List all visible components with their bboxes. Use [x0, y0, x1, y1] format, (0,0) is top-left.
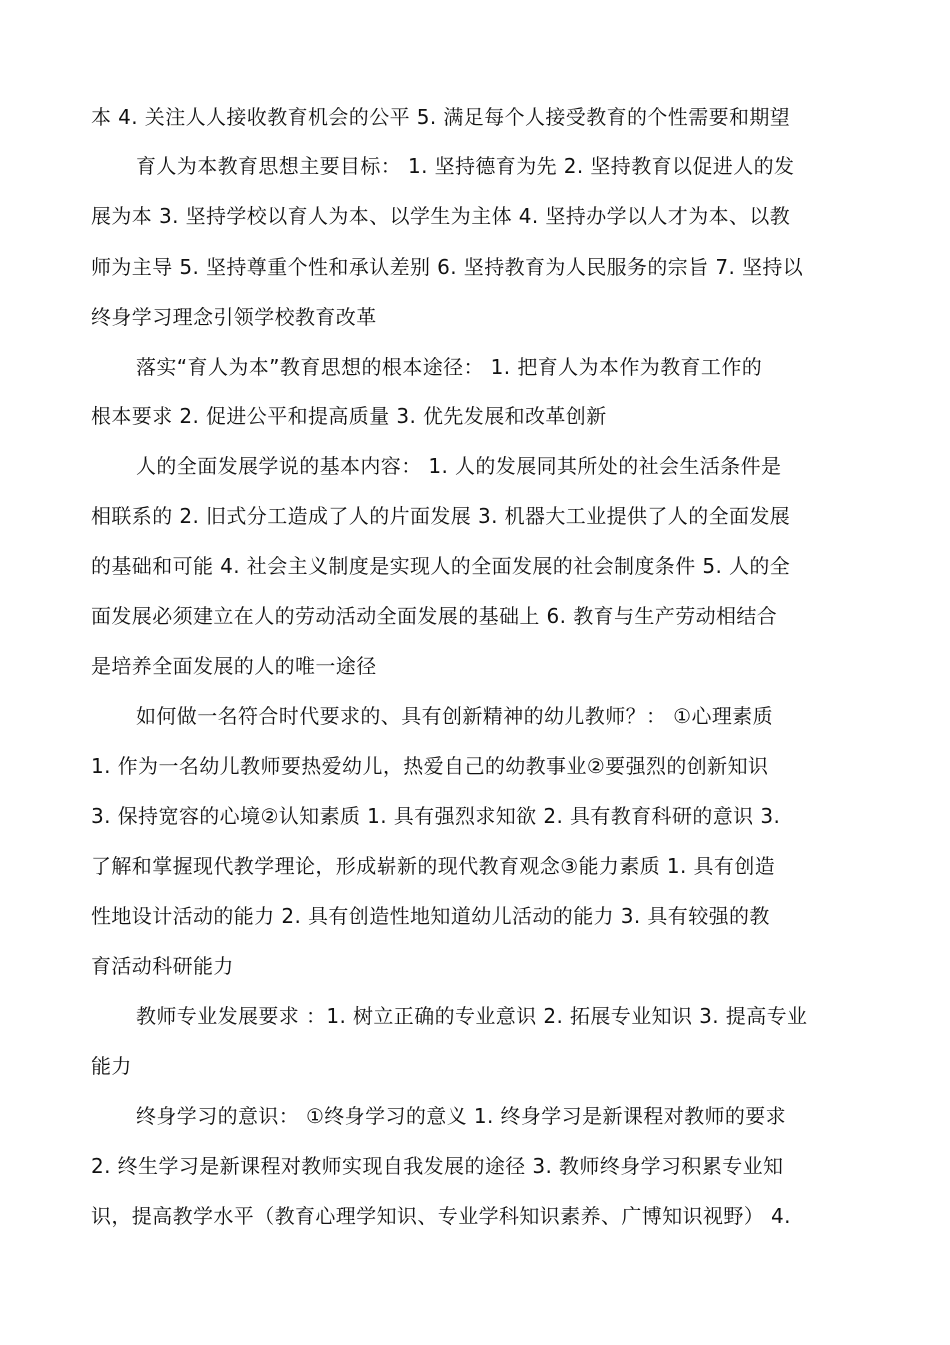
text-line: 育人为本教育思想主要目标： 1. 坚持德育为先 2. 坚持教育以促进人的发: [136, 154, 795, 178]
text-line: 终身学习理念引领学校教育改革: [91, 305, 377, 329]
text-line: 人的全面发展学说的基本内容： 1. 人的发展同其所处的社会生活条件是: [136, 454, 782, 478]
text-line: 1. 作为一名幼儿教师要热爱幼儿，热爱自己的幼教事业②要强烈的创新知识: [91, 754, 769, 778]
text-line: 本 4. 关注人人接收教育机会的公平 5. 满足每个人接受教育的个性需要和期望: [91, 105, 791, 129]
text-line: 育活动科研能力: [91, 954, 234, 978]
text-line: 识，提高教学水平（教育心理学知识、专业学科知识素养、广博知识视野） 4.: [91, 1204, 791, 1228]
text-line: 面发展必须建立在人的劳动活动全面发展的基础上 6. 教育与生产劳动相结合: [91, 604, 778, 628]
text-line: 3. 保持宽容的心境②认知素质 1. 具有强烈求知欲 2. 具有教育科研的意识 3.: [91, 804, 781, 828]
text-line: 相联系的 2. 旧式分工造成了人的片面发展 3. 机器大工业提供了人的全面发展: [91, 504, 791, 528]
text-line: 是培养全面发展的人的唯一途径: [91, 654, 377, 678]
text-line: 教师专业发展要求 ：1. 树立正确的专业意识 2. 拓展专业知识 3. 提高专业: [136, 1004, 808, 1028]
text-line: 师为主导 5. 坚持尊重个性和承认差别 6. 坚持教育为人民服务的宗旨 7. 坚持以: [91, 255, 804, 279]
text-line: 了解和掌握现代教学理论，形成崭新的现代教育观念③能力素质 1. 具有创造: [91, 854, 776, 878]
text-line: 落实“育人为本”教育思想的根本途径： 1. 把育人为本作为教育工作的: [136, 355, 763, 379]
text-line: 如何做一名符合时代要求的、具有创新精神的幼儿教师？： ①心理素质: [136, 704, 774, 728]
text-line: 终身学习的意识： ①终身学习的意义 1. 终身学习是新课程对教师的要求: [136, 1104, 787, 1128]
text-line: 性地设计活动的能力 2. 具有创造性地知道幼儿活动的能力 3. 具有较强的教: [91, 904, 770, 928]
text-line: 能力: [91, 1054, 132, 1078]
text-line: 展为本 3. 坚持学校以育人为本、以学生为主体 4. 坚持办学以人才为本、以教: [91, 204, 791, 228]
text-line: 2. 终生学习是新课程对教师实现自我发展的途径 3. 教师终身学习积累专业知: [91, 1154, 784, 1178]
text-line: 的基础和可能 4. 社会主义制度是实现人的全面发展的社会制度条件 5. 人的全: [91, 554, 791, 578]
text-line: 根本要求 2. 促进公平和提高质量 3. 优先发展和改革创新: [91, 404, 607, 428]
